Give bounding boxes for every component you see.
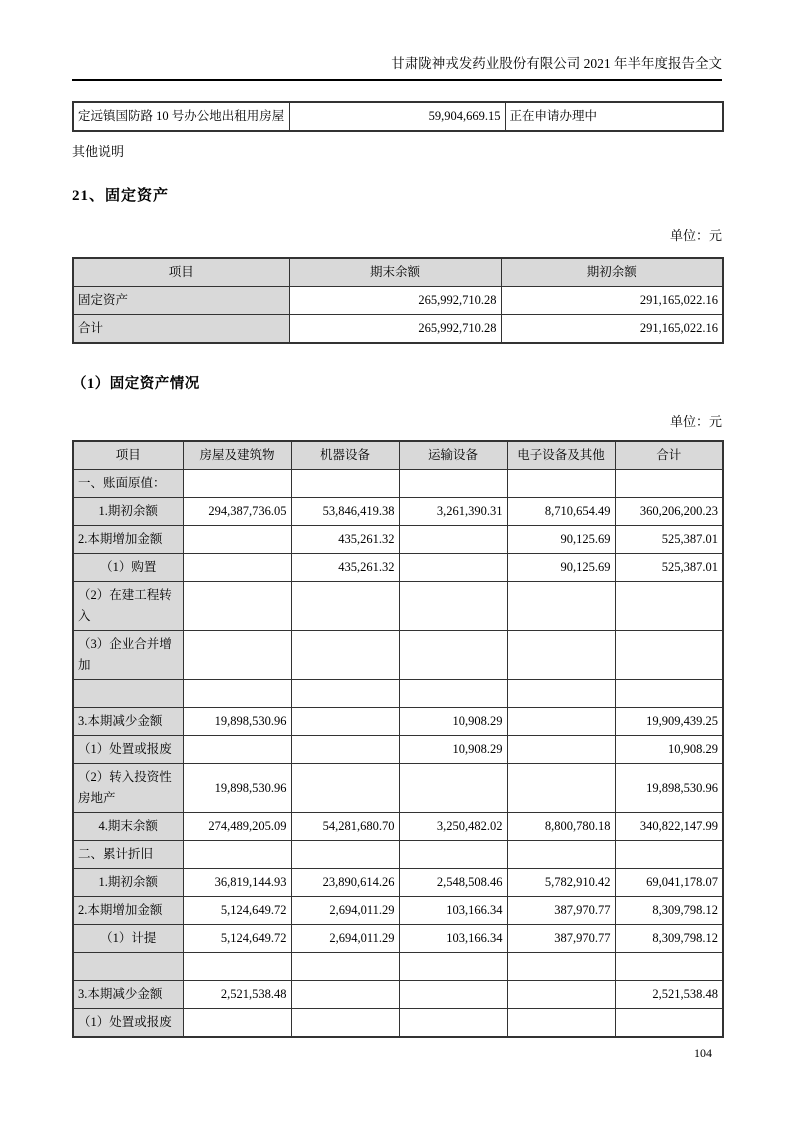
- table-row: [73, 287, 723, 315]
- value-cell: 8,309,798.12: [615, 897, 723, 925]
- value-cell: [399, 981, 507, 1009]
- value-cell: [183, 736, 291, 764]
- item-label-cell: 1.期初余额: [73, 498, 183, 526]
- value-cell: [507, 981, 615, 1009]
- table-row: [73, 764, 723, 813]
- value-cell: [183, 953, 291, 981]
- value-cell: 291,165,022.16: [501, 287, 723, 315]
- value-cell: [291, 764, 399, 813]
- value-cell: 19,909,439.25: [615, 708, 723, 736]
- value-cell: [291, 680, 399, 708]
- value-cell: 265,992,710.28: [289, 287, 501, 315]
- value-cell: [615, 470, 723, 498]
- value-cell: 387,970.77: [507, 925, 615, 953]
- item-label-cell: （2）在建工程转入: [73, 582, 183, 631]
- value-cell: [615, 631, 723, 680]
- value-cell: 8,710,654.49: [507, 498, 615, 526]
- value-cell: [183, 680, 291, 708]
- item-label-cell: 二、累计折旧: [73, 841, 183, 869]
- value-cell: [183, 554, 291, 582]
- value-cell: [399, 953, 507, 981]
- value-cell: 2,694,011.29: [291, 925, 399, 953]
- item-label-cell: （1）处置或报废: [73, 736, 183, 764]
- report-header: [72, 52, 722, 81]
- table-row: [73, 102, 723, 131]
- value-cell: [615, 582, 723, 631]
- value-cell: [615, 1009, 723, 1038]
- report-header-title: 甘肃陇神戎发药业股份有限公司 2021 年半年度报告全文: [391, 56, 722, 71]
- value-cell: [507, 764, 615, 813]
- value-cell: 8,800,780.18: [507, 813, 615, 841]
- value-cell: 103,166.34: [399, 897, 507, 925]
- item-label-cell: （2）转入投资性房地产: [73, 764, 183, 813]
- value-cell: [615, 841, 723, 869]
- table-row: [73, 897, 723, 925]
- value-cell: 291,165,022.16: [501, 315, 723, 344]
- fixed-assets-summary-table: [72, 257, 724, 344]
- value-cell: 3,250,482.02: [399, 813, 507, 841]
- value-cell: [183, 631, 291, 680]
- value-cell: 5,124,649.72: [183, 897, 291, 925]
- value-cell: 10,908.29: [399, 736, 507, 764]
- unit-label-2: 单位：元: [669, 414, 722, 429]
- value-cell: 274,489,205.09: [183, 813, 291, 841]
- value-cell: 59,904,669.15: [289, 102, 505, 131]
- item-label-cell: （1）购置: [73, 554, 183, 582]
- item-label-cell: 一、账面原值：: [73, 470, 183, 498]
- value-cell: 387,970.77: [507, 897, 615, 925]
- value-cell: [507, 680, 615, 708]
- column-header-cell: 机器设备: [291, 441, 399, 470]
- value-cell: [291, 470, 399, 498]
- value-cell: 10,908.29: [399, 708, 507, 736]
- item-label-cell: 1.期初余额: [73, 869, 183, 897]
- value-cell: 2,548,508.46: [399, 869, 507, 897]
- value-cell: [399, 582, 507, 631]
- value-cell: [291, 708, 399, 736]
- item-label-cell: （1）计提: [73, 925, 183, 953]
- value-cell: 103,166.34: [399, 925, 507, 953]
- other-notes-label: 其他说明: [72, 144, 125, 159]
- value-cell: 23,890,614.26: [291, 869, 399, 897]
- value-cell: [507, 1009, 615, 1038]
- value-cell: 2,521,538.48: [615, 981, 723, 1009]
- item-label-cell: （1）处置或报废: [73, 1009, 183, 1038]
- table-row: [73, 680, 723, 708]
- value-cell: 36,819,144.93: [183, 869, 291, 897]
- value-cell: 5,124,649.72: [183, 925, 291, 953]
- value-cell: [615, 953, 723, 981]
- value-cell: 正在申请办理中: [505, 102, 723, 131]
- detail-table-header-row: [73, 441, 723, 470]
- table-row: [73, 953, 723, 981]
- value-cell: [291, 736, 399, 764]
- value-cell: [399, 631, 507, 680]
- value-cell: [507, 953, 615, 981]
- value-cell: [399, 841, 507, 869]
- value-cell: 19,898,530.96: [615, 764, 723, 813]
- value-cell: [183, 841, 291, 869]
- item-label-cell: 定远镇国防路 10 号办公地出租用房屋: [73, 102, 289, 131]
- table-row: [73, 498, 723, 526]
- column-header-cell: 期初余额: [501, 258, 723, 287]
- value-cell: 2,694,011.29: [291, 897, 399, 925]
- item-label-cell: 2.本期增加金额: [73, 897, 183, 925]
- value-cell: 265,992,710.28: [289, 315, 501, 344]
- value-cell: [507, 470, 615, 498]
- value-cell: 2,521,538.48: [183, 981, 291, 1009]
- value-cell: [183, 526, 291, 554]
- value-cell: [507, 582, 615, 631]
- item-label-cell: 固定资产: [73, 287, 289, 315]
- value-cell: [507, 841, 615, 869]
- value-cell: [291, 981, 399, 1009]
- value-cell: 525,387.01: [615, 526, 723, 554]
- value-cell: 3,261,390.31: [399, 498, 507, 526]
- value-cell: [507, 736, 615, 764]
- value-cell: 19,898,530.96: [183, 764, 291, 813]
- value-cell: [291, 631, 399, 680]
- table-row: [73, 981, 723, 1009]
- page-number: 104: [694, 1046, 712, 1060]
- value-cell: [291, 841, 399, 869]
- column-header-cell: 项目: [73, 441, 183, 470]
- summary-table-header-row: [73, 258, 723, 287]
- value-cell: [183, 1009, 291, 1038]
- item-label-cell: 2.本期增加金额: [73, 526, 183, 554]
- table-row: [73, 631, 723, 680]
- value-cell: [291, 582, 399, 631]
- value-cell: [399, 470, 507, 498]
- value-cell: 8,309,798.12: [615, 925, 723, 953]
- table-row: [73, 841, 723, 869]
- table-row: [73, 736, 723, 764]
- item-label-cell: 3.本期减少金额: [73, 981, 183, 1009]
- item-label-cell: 4.期末余额: [73, 813, 183, 841]
- value-cell: 69,041,178.07: [615, 869, 723, 897]
- column-header-cell: 运输设备: [399, 441, 507, 470]
- table-row: [73, 526, 723, 554]
- value-cell: [183, 470, 291, 498]
- table-row: [73, 925, 723, 953]
- value-cell: 10,908.29: [615, 736, 723, 764]
- value-cell: [399, 554, 507, 582]
- value-cell: 525,387.01: [615, 554, 723, 582]
- table-row: [73, 869, 723, 897]
- value-cell: 54,281,680.70: [291, 813, 399, 841]
- value-cell: [399, 526, 507, 554]
- item-label-cell: （3）企业合并增加: [73, 631, 183, 680]
- value-cell: [399, 1009, 507, 1038]
- unit-label: 单位：元: [669, 228, 722, 243]
- value-cell: 294,387,736.05: [183, 498, 291, 526]
- column-header-cell: 项目: [73, 258, 289, 287]
- table-row: [73, 315, 723, 344]
- column-header-cell: 期末余额: [289, 258, 501, 287]
- table-row: [73, 470, 723, 498]
- table-row: [73, 708, 723, 736]
- column-header-cell: 电子设备及其他: [507, 441, 615, 470]
- item-label-cell: 3.本期减少金额: [73, 708, 183, 736]
- value-cell: [615, 680, 723, 708]
- value-cell: [399, 764, 507, 813]
- value-cell: [291, 1009, 399, 1038]
- table-row: [73, 582, 723, 631]
- value-cell: 435,261.32: [291, 526, 399, 554]
- value-cell: 5,782,910.42: [507, 869, 615, 897]
- value-cell: 53,846,419.38: [291, 498, 399, 526]
- section-heading-fixed-assets: 21、固定资产: [72, 188, 170, 204]
- item-label-cell: [73, 953, 183, 981]
- lease-status-table: [72, 101, 724, 132]
- column-header-cell: 合计: [615, 441, 723, 470]
- value-cell: [291, 953, 399, 981]
- column-header-cell: 房屋及建筑物: [183, 441, 291, 470]
- value-cell: [183, 582, 291, 631]
- value-cell: 435,261.32: [291, 554, 399, 582]
- value-cell: [507, 631, 615, 680]
- value-cell: 340,822,147.99: [615, 813, 723, 841]
- table-row: [73, 1009, 723, 1038]
- table-row: [73, 813, 723, 841]
- value-cell: 90,125.69: [507, 554, 615, 582]
- fixed-assets-detail-table: [72, 440, 724, 1038]
- value-cell: 360,206,200.23: [615, 498, 723, 526]
- item-label-cell: [73, 680, 183, 708]
- subsection-heading-fixed-assets-detail: （1）固定资产情况: [72, 376, 200, 392]
- value-cell: 19,898,530.96: [183, 708, 291, 736]
- item-label-cell: 合计: [73, 315, 289, 344]
- value-cell: 90,125.69: [507, 526, 615, 554]
- table-row: [73, 554, 723, 582]
- value-cell: [399, 680, 507, 708]
- value-cell: [507, 708, 615, 736]
